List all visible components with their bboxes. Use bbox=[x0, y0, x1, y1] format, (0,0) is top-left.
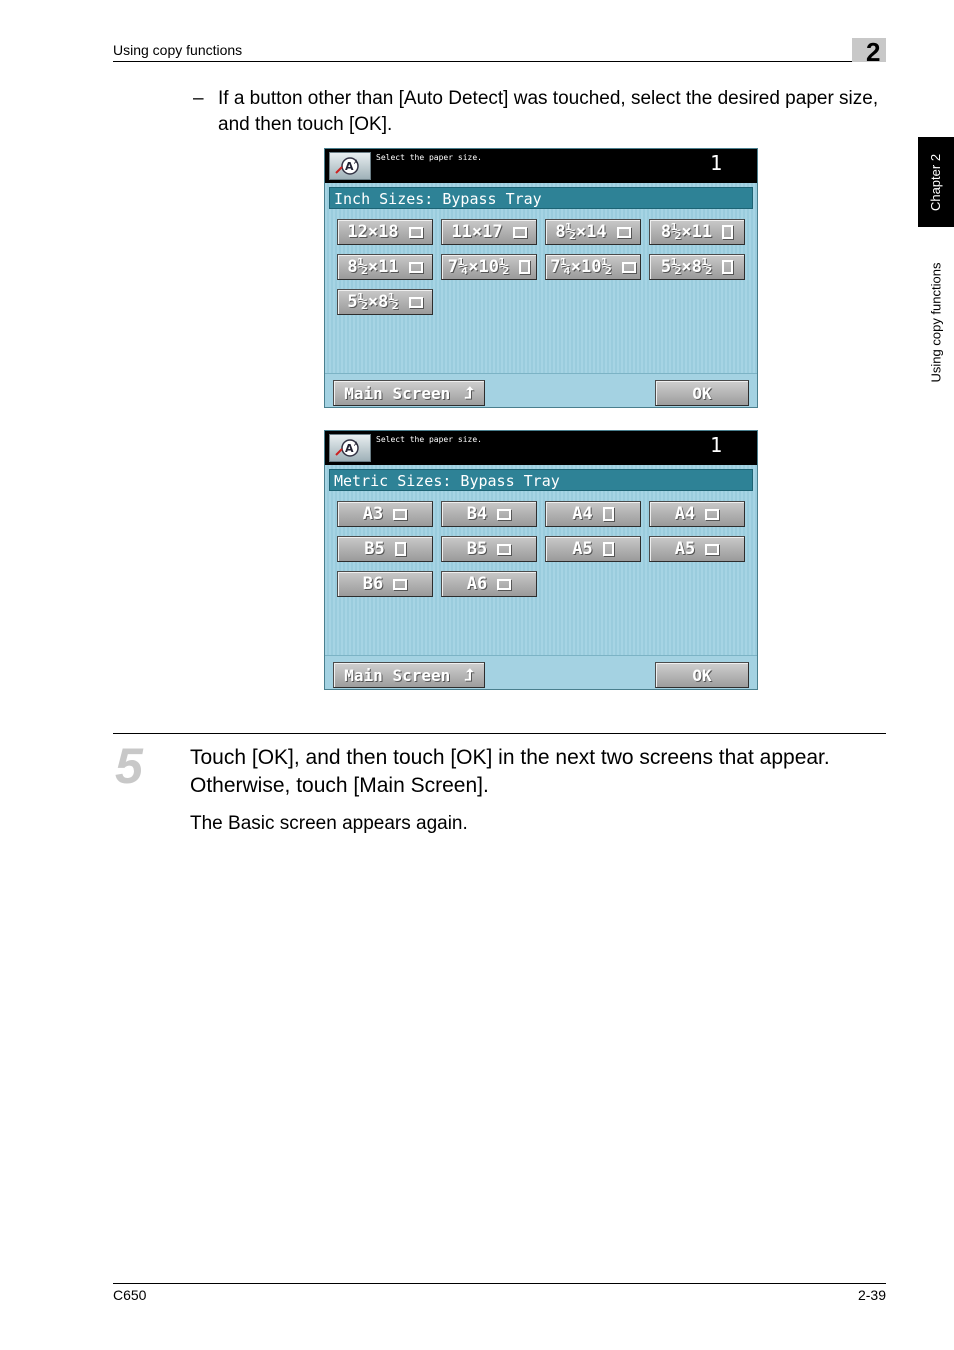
landscape-paper-icon bbox=[409, 297, 423, 308]
paper-size-label: 5½×8½ bbox=[347, 292, 399, 312]
paper-size-button[interactable] bbox=[545, 501, 641, 527]
header-section-title: Using copy functions bbox=[113, 42, 243, 58]
main-screen-label: Main Screen bbox=[344, 383, 451, 403]
paper-size-button[interactable] bbox=[441, 501, 537, 527]
landscape-paper-icon bbox=[617, 227, 631, 238]
copier-logo-icon bbox=[329, 434, 371, 462]
svg-text:A: A bbox=[345, 442, 354, 455]
panel-message: Select the paper size. bbox=[376, 153, 482, 162]
paper-size-label: 12×18 bbox=[347, 222, 399, 242]
paper-size-label: 8½×11 bbox=[347, 257, 399, 277]
paper-size-label: B5 bbox=[364, 539, 385, 559]
paper-size-button[interactable] bbox=[649, 254, 745, 280]
side-section-tab bbox=[918, 235, 954, 410]
paper-size-label: A3 bbox=[362, 504, 384, 524]
paper-size-button[interactable] bbox=[649, 536, 745, 562]
return-arrow-icon: ⮥ bbox=[464, 665, 474, 684]
panel-bottom-bar bbox=[325, 373, 757, 407]
paper-size-label: 7¼×10½ bbox=[550, 257, 612, 277]
inch-sizes-panel bbox=[324, 148, 758, 408]
bullet-text: If a button other than [Auto Detect] was touched, select the desired paper size, and then touch [OK]. bbox=[218, 88, 879, 135]
svg-text:A: A bbox=[354, 159, 359, 166]
landscape-paper-icon bbox=[705, 544, 719, 555]
paper-size-button[interactable] bbox=[441, 219, 537, 245]
panel-bottom-bar bbox=[325, 655, 757, 689]
portrait-paper-icon bbox=[395, 542, 406, 556]
paper-size-button[interactable] bbox=[337, 571, 433, 597]
copier-logo-icon bbox=[329, 152, 371, 180]
chapter-number: 2 bbox=[866, 37, 881, 67]
paper-size-label: B6 bbox=[362, 574, 384, 594]
paper-size-button[interactable] bbox=[441, 254, 537, 280]
return-arrow-icon: ⮥ bbox=[464, 383, 474, 402]
footer-rule bbox=[113, 1283, 886, 1284]
landscape-paper-icon bbox=[497, 544, 511, 555]
panel-status-bar bbox=[325, 431, 757, 465]
paper-size-label: 8½×11 bbox=[660, 222, 713, 242]
svg-text:A: A bbox=[345, 160, 354, 173]
step-number: 5 bbox=[115, 738, 143, 794]
copy-counter: 1 bbox=[710, 151, 723, 175]
paper-size-label: A5 bbox=[572, 539, 593, 559]
paper-size-button[interactable] bbox=[441, 571, 537, 597]
footer-model: C650 bbox=[113, 1287, 147, 1303]
footer-page-number: 2-39 bbox=[857, 1287, 886, 1303]
paper-size-button[interactable] bbox=[337, 219, 433, 245]
step-rule bbox=[113, 733, 886, 734]
paper-size-label: A4 bbox=[674, 504, 696, 524]
ok-button[interactable]: OK bbox=[655, 380, 749, 406]
landscape-paper-icon bbox=[513, 227, 527, 238]
paper-size-button[interactable] bbox=[649, 219, 745, 245]
paper-size-label: 8½×14 bbox=[555, 222, 607, 242]
portrait-paper-icon bbox=[603, 542, 614, 556]
paper-size-button[interactable] bbox=[441, 536, 537, 562]
copy-counter: 1 bbox=[710, 433, 723, 457]
paper-size-button[interactable] bbox=[337, 501, 433, 527]
svg-text:A: A bbox=[354, 441, 359, 448]
panel-status-bar bbox=[325, 149, 757, 183]
landscape-paper-icon bbox=[409, 262, 423, 273]
landscape-paper-icon bbox=[497, 579, 511, 590]
paper-size-label: 5½×8½ bbox=[660, 257, 713, 277]
panel-title: Metric Sizes: Bypass Tray bbox=[329, 469, 753, 491]
paper-size-label: B4 bbox=[466, 504, 488, 524]
portrait-paper-icon bbox=[722, 225, 733, 239]
panel-title: Inch Sizes: Bypass Tray bbox=[329, 187, 753, 209]
paper-size-button[interactable] bbox=[545, 219, 641, 245]
side-section-label: Using copy functions bbox=[928, 262, 944, 383]
header-rule bbox=[113, 61, 886, 62]
landscape-paper-icon bbox=[705, 509, 719, 520]
paper-size-label: B5 bbox=[466, 539, 488, 559]
side-chapter-tab bbox=[918, 137, 954, 227]
landscape-paper-icon bbox=[497, 509, 511, 520]
paper-size-button[interactable] bbox=[649, 501, 745, 527]
landscape-paper-icon bbox=[393, 579, 407, 590]
portrait-paper-icon bbox=[603, 507, 614, 521]
paper-size-label: 11×17 bbox=[451, 222, 503, 242]
landscape-paper-icon bbox=[409, 227, 423, 238]
portrait-paper-icon bbox=[519, 260, 530, 274]
main-screen-button[interactable] bbox=[333, 662, 485, 688]
ok-button[interactable]: OK bbox=[655, 662, 749, 688]
step-result: The Basic screen appears again. bbox=[190, 813, 468, 834]
step-instruction: Touch [OK], and then touch [OK] in the next two screens that appear. Otherwise, touch [Main Screen]. bbox=[190, 746, 830, 797]
main-screen-label: Main Screen bbox=[344, 665, 451, 685]
paper-size-button[interactable] bbox=[545, 254, 641, 280]
bullet-marker: – bbox=[193, 88, 204, 109]
paper-size-button[interactable] bbox=[337, 254, 433, 280]
panel-body bbox=[325, 183, 757, 407]
main-screen-button[interactable] bbox=[333, 380, 485, 406]
paper-size-label: A6 bbox=[466, 574, 488, 594]
paper-size-button[interactable] bbox=[337, 536, 433, 562]
landscape-paper-icon bbox=[622, 262, 636, 273]
side-chapter-label: Chapter 2 bbox=[928, 153, 944, 211]
panel-message: Select the paper size. bbox=[376, 435, 482, 444]
landscape-paper-icon bbox=[393, 509, 407, 520]
panel-body bbox=[325, 465, 757, 689]
paper-size-button[interactable] bbox=[337, 289, 433, 315]
metric-sizes-panel bbox=[324, 430, 758, 690]
paper-size-label: A4 bbox=[572, 504, 593, 524]
portrait-paper-icon bbox=[722, 260, 733, 274]
paper-size-label: A5 bbox=[674, 539, 696, 559]
paper-size-button[interactable] bbox=[545, 536, 641, 562]
paper-size-label: 7¼×10½ bbox=[447, 257, 510, 277]
